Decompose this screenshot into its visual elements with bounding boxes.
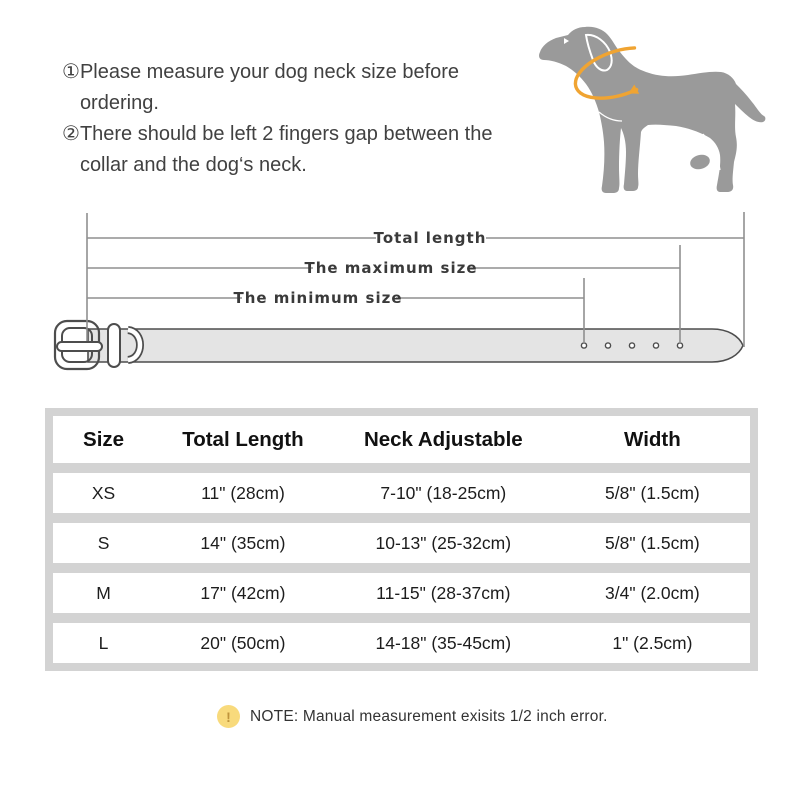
size-table-header-row [53,416,750,463]
cell-neck-adjustable: 11-15" (28-37cm) [376,582,511,603]
table-row-m [53,573,750,613]
cell-size: XS [91,482,116,503]
cell-size: S [97,532,110,553]
maximum-size-label: The maximum size [304,259,478,277]
table-row-l [53,623,750,663]
size-table [45,408,758,671]
column-header-width: Width [624,427,681,451]
cell-size: M [96,582,111,603]
table-row-s [53,523,750,563]
instruction-text-2: There should be left 2 fingers gap between the collar and the dog‘s neck. [79,123,493,176]
dog-body [539,27,765,193]
collar-measurement-diagram [40,200,770,400]
column-header-total-length: Total Length [182,427,304,451]
measurement-note [217,705,608,728]
instruction-number-1: ① [62,61,80,83]
cell-total-length: 14" (35cm) [200,532,286,553]
column-header-size: Size [83,427,125,451]
instruction-item [62,57,567,119]
dog-silhouette-illustration [528,22,774,202]
instruction-number-2: ② [62,123,80,145]
cell-neck-adjustable: 10-13" (25-32cm) [375,532,512,553]
exclamation-icon: ! [217,705,240,728]
cell-width: 3/4" (2.0cm) [605,582,700,603]
table-row-xs [53,473,750,513]
total-length-label: Total length [373,229,487,247]
collar-keeper-loop [108,324,120,367]
collar-illustration [55,321,743,369]
cell-total-length: 20" (50cm) [200,632,286,653]
collar-buckle-prong [57,342,102,351]
instruction-item [62,119,567,181]
cell-total-length: 17" (42cm) [200,582,286,603]
column-header-neck-adjustable: Neck Adjustable [363,427,523,451]
instruction-text-1: Please measure your dog neck size before ordering. [79,61,460,114]
cell-neck-adjustable: 7-10" (18-25cm) [380,482,507,503]
minimum-size-label: The minimum size [233,289,403,307]
note-text: NOTE: Manual measurement exisits 1/2 inch error. [250,707,608,725]
dog-far-hind-paw [689,153,712,172]
cell-width: 1" (2.5cm) [612,632,693,653]
instructions-block [62,57,567,181]
cell-width: 5/8" (1.5cm) [605,482,700,503]
cell-size: L [98,632,109,653]
cell-neck-adjustable: 14-18" (35-45cm) [375,632,512,653]
collar-strap [88,329,743,362]
cell-total-length: 11" (28cm) [201,482,285,503]
cell-width: 5/8" (1.5cm) [605,532,700,553]
